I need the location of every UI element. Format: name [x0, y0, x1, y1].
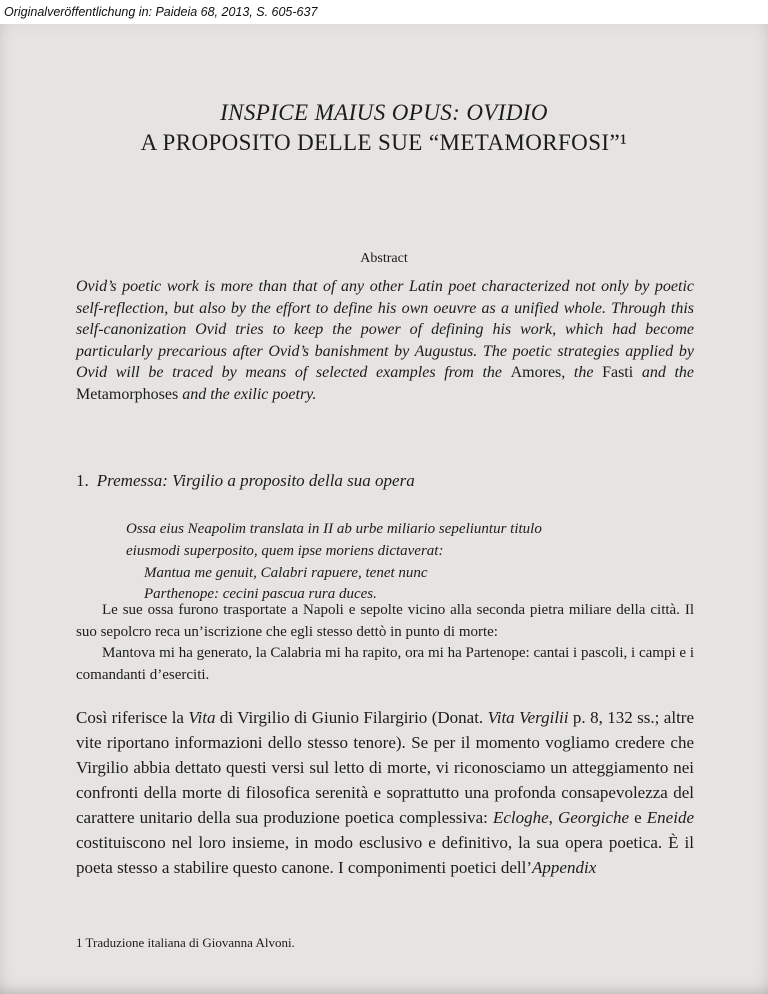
body-run: di Virgilio di Giunio Filargirio (Donat. — [215, 708, 488, 727]
body-run: Eneide — [646, 808, 694, 827]
body-run: Appendix — [532, 858, 597, 877]
epigraph-verse: Parthenope: cecini pascua rura duces. — [144, 586, 377, 603]
abstract-body — [76, 276, 694, 405]
abstract-run: , the — [561, 364, 603, 381]
footnote: 1 Traduzione italiana di Giovanna Alvoni. — [76, 935, 295, 950]
article-title-italic: INSPICE MAIUS OPUS: OVIDIO — [220, 100, 548, 125]
publication-note: Originalveröffentlichung in: Paideia 68, 2013, S. 605-637 — [0, 0, 768, 24]
body-run: p. 8, 132 ss.; altre vite riportano informazioni dello stesso tenore). Se per il momento vogliamo credere che Virgilio abbia dettato questi versi sul letto di morte, vi riconosciamo un atteggiamento nei confronti della morte di filosofica serenità e soprattutto una profonda consapevolezza del carattere unitario della sua produzione poetica complessiva: — [76, 708, 694, 827]
article-title-line-1 — [0, 100, 768, 126]
translation-paragraph: Mantova mi ha generato, la Calabria mi ha rapito, ora mi ha Partenope: cantai i pascoli, i campi e i comandanti d’eserciti. — [76, 645, 694, 683]
body-run: e — [629, 808, 647, 827]
body-run: Vita Vergilii — [487, 708, 569, 727]
abstract-run: Fasti — [602, 364, 634, 381]
section-number: 1. — [76, 471, 89, 490]
section-heading — [76, 471, 415, 491]
abstract-run: Ovid’s poetic work is more than that of any other Latin poet characterized not only by poetic self-reflection, but also by the effort to define his own oeuvre as a unified whole. Through this self-canonization Ovid tries to keep the power of defining his work, which had become particularly precarious after Ovid’s banishment by Augustus. The poetic strategies applied by Ovid will be traced by means of selected examples from the — [76, 278, 694, 381]
epigraph-line: Ossa eius Neapolim translata in II ab urbe miliario sepeliuntur titulo — [126, 521, 542, 537]
section-title: Premessa: Virgilio a proposito della sua opera — [96, 471, 415, 490]
body-run: Georgiche — [557, 808, 630, 827]
body-run: Ecloghe — [492, 808, 549, 827]
abstract-run: and the — [633, 364, 694, 381]
italian-translation — [76, 600, 694, 686]
epigraph-verse: Mantua me genuit, Calabri rapuere, tenet nunc — [144, 564, 428, 581]
epigraph-line: eiusmodi superposito, quem ipse moriens dictaverat: — [126, 542, 444, 559]
body-run: costituiscono nel loro insieme, in modo esclusivo e definitivo, la sua opera poetica. È il poeta stesso a stabilire questo canone. I componimenti poetici dell’ — [76, 833, 694, 877]
abstract-run: Amores — [510, 364, 562, 381]
body-run: Vita — [188, 708, 216, 727]
article-title-line-2: A PROPOSITO DELLE SUE “METAMORFOSI”¹ — [140, 130, 628, 155]
abstract-run: and the exilic poetry. — [178, 385, 317, 403]
latin-epigraph — [126, 519, 686, 606]
abstract-run: Metamorphoses — [76, 385, 179, 403]
body-paragraph — [76, 705, 694, 880]
body-run: Così riferisce la — [76, 708, 189, 727]
body-run: , — [548, 808, 558, 827]
translation-paragraph: Le sue ossa furono trasportate a Napoli e sepolte vicino alla seconda pietra miliare della città. Il suo sepolcro reca un’iscrizione che egli stesso dettò in punto di morte: — [76, 602, 694, 640]
abstract-heading: Abstract — [360, 251, 408, 266]
body-text — [76, 705, 694, 880]
